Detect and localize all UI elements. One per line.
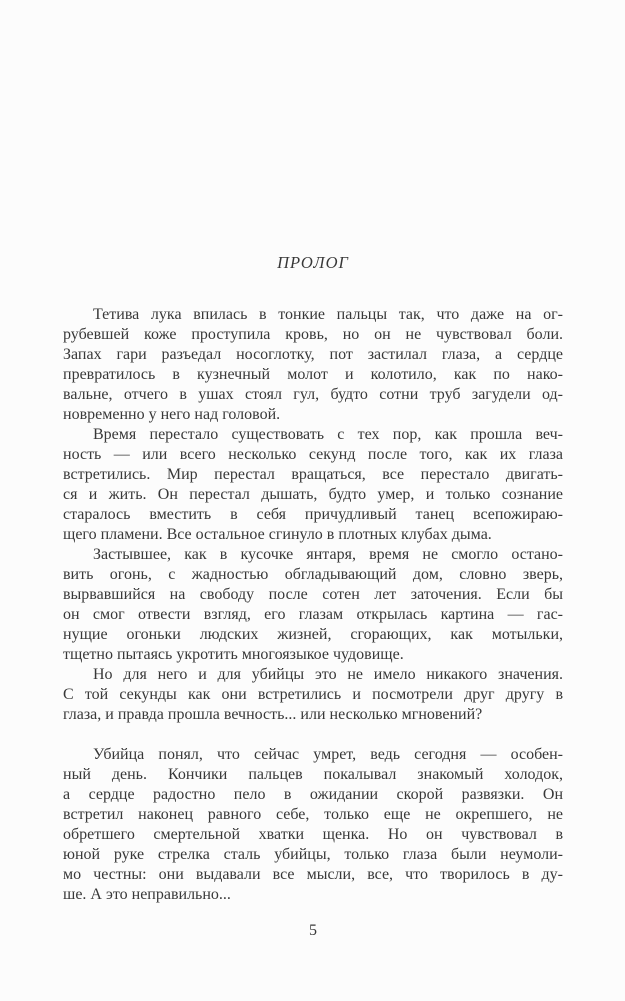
text-line: новременно у него над головой. xyxy=(63,405,281,423)
text-line: вальне, отчего в ушах стоял гул, будто сотни труб загудели од- xyxy=(63,385,563,403)
text-line: юной руке стрелка сталь убийцы, только глаза были неумоли- xyxy=(63,845,563,863)
text-line: Запах гари разъедал носоглотку, пот застилал глаза, а сердце xyxy=(63,345,563,363)
text-line: встретились. Мир перестал вращаться, все перестало двигать- xyxy=(63,465,563,483)
text-line: С той секунды как они встретились и посмотрели друг другу в xyxy=(63,685,563,703)
text-line: вырвавшийся на свободу после сотен лет заточения. Если бы xyxy=(63,585,563,603)
text-line: Застывшее, как в кусочке янтаря, время не смогло остано- xyxy=(93,545,563,563)
text-line: тщетно пытаясь укротить многоязыкое чудовище. xyxy=(63,645,404,663)
text-line: обретшего смертельной хватки щенка. Но он чувствовал в xyxy=(63,825,563,843)
text-line: а сердце радостно пело в ожидании скорой развязки. Он xyxy=(63,785,563,803)
paragraph-1 xyxy=(63,305,563,425)
text-line: рубевшей коже проступила кровь, но он не чувствовал боли. xyxy=(63,325,563,343)
paragraph-4 xyxy=(63,665,563,725)
text-line: вить огонь, с жадностью обгладывающий дом, словно зверь, xyxy=(63,565,563,583)
text-line: мо честны: они выдавали все мысли, все, что творилось в ду- xyxy=(63,865,563,883)
text-line: ся и жить. Он перестал дышать, будто умер, и только сознание xyxy=(63,485,563,503)
text-line: встретил наконец равного себе, только еще не окрепшего, не xyxy=(63,805,563,823)
text-line: ность — или всего несколько секунд после того, как их глаза xyxy=(63,445,563,463)
chapter-title: ПРОЛОГ xyxy=(277,253,349,272)
text-line: Время перестало существовать с тех пор, как прошла веч- xyxy=(93,425,563,443)
paragraph-5 xyxy=(63,745,563,905)
text-line: Но для него и для убийцы это не имело никакого значения. xyxy=(93,665,563,683)
text-line: ше. А это неправильно... xyxy=(63,885,231,903)
text-line: Тетива лука впилась в тонкие пальцы так, что даже на ог- xyxy=(93,305,563,323)
paragraph-2 xyxy=(63,425,563,545)
text-line: старалось вместить в себя причудливый танец всепожираю- xyxy=(63,505,563,523)
text-line: Убийца понял, что сейчас умрет, ведь сегодня — особен- xyxy=(93,745,563,763)
paragraph-3 xyxy=(63,545,563,665)
text-line: он смог отвести взгляд, его глазам открылась картина — гас- xyxy=(63,605,563,623)
text-line: щего пламени. Все остальное сгинуло в плотных клубах дыма. xyxy=(63,525,492,543)
text-line: ный день. Кончики пальцев покалывал знакомый холодок, xyxy=(63,765,563,783)
page-number: 5 xyxy=(309,921,317,939)
text-line: глаза, и правда прошла вечность... или несколько мгновений? xyxy=(63,705,483,723)
text-line: нущие огоньки людских жизней, сгорающих, как мотыльки, xyxy=(63,625,563,643)
text-line: превратилось в кузнечный молот и колотило, как по нако- xyxy=(63,365,563,383)
